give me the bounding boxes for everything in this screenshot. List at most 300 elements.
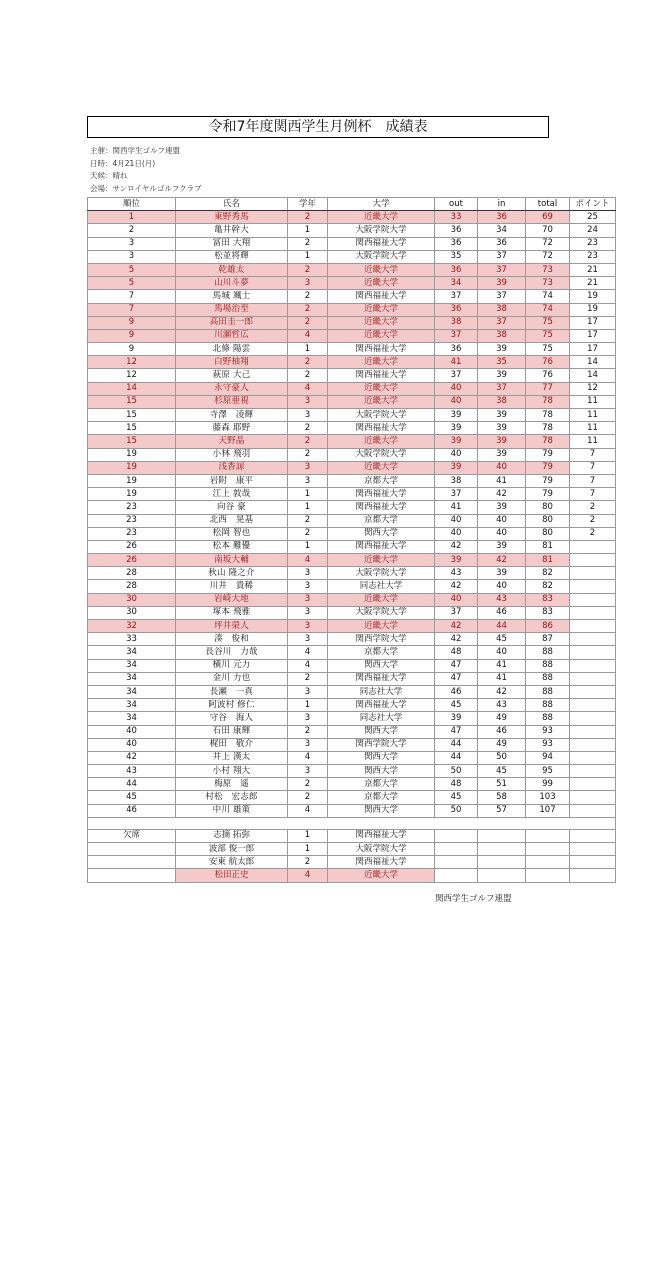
rank-cell: 19 xyxy=(88,448,176,461)
in-score-cell: 36 xyxy=(478,211,526,224)
name-cell: 阿波村 修仁 xyxy=(176,699,288,712)
university-cell: 関西大学 xyxy=(328,725,435,738)
total-score-cell: 81 xyxy=(526,540,570,553)
date-line: 日時：4月21日(月) xyxy=(90,158,156,168)
total-score-cell: 80 xyxy=(526,514,570,527)
total-score-cell: 69 xyxy=(526,211,570,224)
name-cell: 小林 飛羽 xyxy=(176,448,288,461)
total-score-cell: 79 xyxy=(526,474,570,487)
in-score-cell: 37 xyxy=(478,263,526,276)
empty-cell xyxy=(526,856,570,869)
result-row xyxy=(88,461,616,474)
in-score-cell: 38 xyxy=(478,303,526,316)
grade-cell: 3 xyxy=(288,606,328,619)
in-score-cell: 39 xyxy=(478,567,526,580)
grade-cell: 2 xyxy=(288,316,328,329)
in-score-cell: 39 xyxy=(478,422,526,435)
out-score-cell: 36 xyxy=(435,303,478,316)
grade-cell: 3 xyxy=(288,593,328,606)
total-score-cell: 83 xyxy=(526,593,570,606)
out-score-cell: 39 xyxy=(435,409,478,422)
in-score-cell: 57 xyxy=(478,804,526,817)
university-cell: 関西福祉大学 xyxy=(328,501,435,514)
result-row xyxy=(88,263,616,276)
empty-cell xyxy=(570,829,616,842)
rank-cell: 12 xyxy=(88,356,176,369)
points-cell: 17 xyxy=(570,316,616,329)
rank-cell: 34 xyxy=(88,646,176,659)
in-score-cell: 46 xyxy=(478,725,526,738)
name-cell: 乾雄太 xyxy=(176,263,288,276)
points-cell: 11 xyxy=(570,409,616,422)
name-cell: 村松 宏志郎 xyxy=(176,791,288,804)
out-score-cell: 45 xyxy=(435,699,478,712)
rank-cell: 9 xyxy=(88,316,176,329)
out-score-cell: 36 xyxy=(435,237,478,250)
grade-cell: 1 xyxy=(288,501,328,514)
points-cell: 14 xyxy=(570,356,616,369)
rank-cell: 5 xyxy=(88,263,176,276)
name-cell: 井上 漢太 xyxy=(176,751,288,764)
rank-cell: 19 xyxy=(88,461,176,474)
in-score-cell: 49 xyxy=(478,712,526,725)
name-cell: 横川 元力 xyxy=(176,659,288,672)
out-score-cell: 37 xyxy=(435,369,478,382)
grade-cell: 1 xyxy=(288,343,328,356)
rank-cell: 15 xyxy=(88,409,176,422)
out-score-cell: 43 xyxy=(435,567,478,580)
university-cell: 京都大学 xyxy=(328,791,435,804)
points-cell: 24 xyxy=(570,224,616,237)
total-score-cell: 76 xyxy=(526,356,570,369)
rank-cell: 15 xyxy=(88,435,176,448)
university-cell: 関西学院大学 xyxy=(328,738,435,751)
total-score-cell: 79 xyxy=(526,448,570,461)
absent-name-cell: 波部 俊一郎 xyxy=(176,843,288,856)
grade-cell: 2 xyxy=(288,435,328,448)
absent-grade-cell: 2 xyxy=(288,856,328,869)
empty-cell xyxy=(478,829,526,842)
points-cell xyxy=(570,567,616,580)
university-cell: 関西福祉大学 xyxy=(328,422,435,435)
university-cell: 近畿大学 xyxy=(328,593,435,606)
out-score-cell: 34 xyxy=(435,277,478,290)
rank-cell: 34 xyxy=(88,659,176,672)
name-cell: 中川 雄策 xyxy=(176,804,288,817)
university-cell: 近畿大学 xyxy=(328,382,435,395)
in-score-cell: 39 xyxy=(478,435,526,448)
grade-cell: 4 xyxy=(288,329,328,342)
result-row xyxy=(88,501,616,514)
university-cell: 近畿大学 xyxy=(328,303,435,316)
in-score-cell: 43 xyxy=(478,699,526,712)
out-score-cell: 42 xyxy=(435,540,478,553)
rank-cell: 44 xyxy=(88,778,176,791)
result-row xyxy=(88,580,616,593)
rank-cell: 26 xyxy=(88,540,176,553)
name-cell: 小村 翔大 xyxy=(176,765,288,778)
grade-cell: 4 xyxy=(288,382,328,395)
results-body xyxy=(88,211,616,882)
grade-cell: 2 xyxy=(288,448,328,461)
points-cell: 17 xyxy=(570,329,616,342)
name-cell: 岩崎大地 xyxy=(176,593,288,606)
university-cell: 近畿大学 xyxy=(328,435,435,448)
footer-organization: 関西学生ゴルフ連盟 xyxy=(435,894,512,904)
result-row xyxy=(88,395,616,408)
result-row xyxy=(88,685,616,698)
total-score-cell: 107 xyxy=(526,804,570,817)
result-row xyxy=(88,804,616,817)
out-score-cell: 36 xyxy=(435,224,478,237)
name-cell: 白野柚翔 xyxy=(176,356,288,369)
university-cell: 関西福祉大学 xyxy=(328,488,435,501)
name-cell: 冨田 大翔 xyxy=(176,237,288,250)
total-score-cell: 72 xyxy=(526,237,570,250)
in-score-cell: 39 xyxy=(478,501,526,514)
result-row xyxy=(88,382,616,395)
grade-cell: 3 xyxy=(288,277,328,290)
organizer-line: 主催：関西学生ゴルフ連盟 xyxy=(90,146,180,155)
university-cell: 関西福祉大学 xyxy=(328,290,435,303)
total-score-cell: 88 xyxy=(526,646,570,659)
in-score-cell: 43 xyxy=(478,593,526,606)
total-score-cell: 75 xyxy=(526,316,570,329)
points-cell xyxy=(570,778,616,791)
result-row xyxy=(88,435,616,448)
total-score-cell: 78 xyxy=(526,395,570,408)
grade-cell: 2 xyxy=(288,303,328,316)
in-score-cell: 37 xyxy=(478,382,526,395)
result-row xyxy=(88,659,616,672)
rank-cell: 40 xyxy=(88,738,176,751)
total-score-cell: 81 xyxy=(526,554,570,567)
grade-cell: 2 xyxy=(288,237,328,250)
out-score-cell: 39 xyxy=(435,554,478,567)
university-cell: 同志社大学 xyxy=(328,580,435,593)
result-row xyxy=(88,343,616,356)
out-score-cell: 36 xyxy=(435,263,478,276)
points-cell xyxy=(570,699,616,712)
total-score-cell: 73 xyxy=(526,263,570,276)
rank-cell: 34 xyxy=(88,685,176,698)
spacer-cell xyxy=(88,817,176,829)
points-cell xyxy=(570,804,616,817)
grade-cell: 2 xyxy=(288,211,328,224)
total-score-cell: 74 xyxy=(526,290,570,303)
rank-cell: 5 xyxy=(88,277,176,290)
result-row xyxy=(88,633,616,646)
points-cell: 19 xyxy=(570,303,616,316)
result-row xyxy=(88,316,616,329)
grade-cell: 3 xyxy=(288,567,328,580)
total-score-cell: 75 xyxy=(526,329,570,342)
absent-name-cell: 志摘 拓弥 xyxy=(176,829,288,842)
in-score-cell: 37 xyxy=(478,290,526,303)
name-cell: 杉原亜視 xyxy=(176,395,288,408)
absent-row xyxy=(88,856,616,869)
result-row xyxy=(88,699,616,712)
rank-cell: 1 xyxy=(88,211,176,224)
absent-grade-cell: 4 xyxy=(288,869,328,882)
university-cell: 関西大学 xyxy=(328,765,435,778)
rank-cell: 32 xyxy=(88,620,176,633)
points-cell: 12 xyxy=(570,382,616,395)
name-cell: 梅原 遥 xyxy=(176,778,288,791)
name-cell: 山川斗夢 xyxy=(176,277,288,290)
in-score-cell: 40 xyxy=(478,646,526,659)
total-score-cell: 88 xyxy=(526,659,570,672)
result-row xyxy=(88,738,616,751)
absent-label-cell: 欠席 xyxy=(88,829,176,842)
absent-university-cell: 大阪学院大学 xyxy=(328,843,435,856)
name-cell: 江上 敦哉 xyxy=(176,488,288,501)
total-score-cell: 80 xyxy=(526,501,570,514)
name-cell: 寺澤 凌輝 xyxy=(176,409,288,422)
university-cell: 近畿大学 xyxy=(328,211,435,224)
empty-cell xyxy=(88,843,176,856)
university-cell: 近畿大学 xyxy=(328,554,435,567)
points-cell: 21 xyxy=(570,263,616,276)
in-score-cell: 42 xyxy=(478,554,526,567)
grade-cell: 3 xyxy=(288,765,328,778)
total-score-cell: 88 xyxy=(526,699,570,712)
in-score-cell: 42 xyxy=(478,488,526,501)
out-score-cell: 35 xyxy=(435,250,478,263)
in-score-cell: 44 xyxy=(478,620,526,633)
out-score-cell: 42 xyxy=(435,580,478,593)
out-score-cell: 40 xyxy=(435,395,478,408)
rank-cell: 46 xyxy=(88,804,176,817)
header-university: 大学 xyxy=(328,198,435,211)
grade-cell: 4 xyxy=(288,804,328,817)
out-score-cell: 37 xyxy=(435,329,478,342)
in-score-cell: 42 xyxy=(478,685,526,698)
grade-cell: 1 xyxy=(288,250,328,263)
in-score-cell: 34 xyxy=(478,224,526,237)
total-score-cell: 78 xyxy=(526,435,570,448)
grade-cell: 3 xyxy=(288,620,328,633)
rank-cell: 23 xyxy=(88,527,176,540)
university-cell: 関西大学 xyxy=(328,659,435,672)
points-cell: 7 xyxy=(570,488,616,501)
university-cell: 近畿大学 xyxy=(328,356,435,369)
in-score-cell: 40 xyxy=(478,461,526,474)
result-row xyxy=(88,646,616,659)
result-row xyxy=(88,620,616,633)
spacer-row xyxy=(88,817,616,829)
name-cell: 藤森 耶野 xyxy=(176,422,288,435)
out-score-cell: 48 xyxy=(435,646,478,659)
out-score-cell: 38 xyxy=(435,316,478,329)
points-cell xyxy=(570,738,616,751)
grade-cell: 3 xyxy=(288,738,328,751)
venue-line: 会場：サンロイヤルゴルフクラブ xyxy=(90,183,202,193)
points-cell: 17 xyxy=(570,343,616,356)
points-cell: 11 xyxy=(570,395,616,408)
in-score-cell: 35 xyxy=(478,356,526,369)
result-row xyxy=(88,554,616,567)
rank-cell: 7 xyxy=(88,290,176,303)
points-cell: 11 xyxy=(570,422,616,435)
total-score-cell: 95 xyxy=(526,765,570,778)
grade-cell: 1 xyxy=(288,699,328,712)
out-score-cell: 38 xyxy=(435,474,478,487)
points-cell xyxy=(570,540,616,553)
university-cell: 大阪学院大学 xyxy=(328,224,435,237)
in-score-cell: 51 xyxy=(478,778,526,791)
university-cell: 近畿大学 xyxy=(328,461,435,474)
in-score-cell: 50 xyxy=(478,751,526,764)
points-cell xyxy=(570,791,616,804)
result-row xyxy=(88,329,616,342)
total-score-cell: 82 xyxy=(526,580,570,593)
grade-cell: 4 xyxy=(288,751,328,764)
spacer-cell xyxy=(526,817,570,829)
out-score-cell: 47 xyxy=(435,672,478,685)
points-cell: 23 xyxy=(570,250,616,263)
rank-cell: 30 xyxy=(88,606,176,619)
in-score-cell: 45 xyxy=(478,633,526,646)
grade-cell: 4 xyxy=(288,646,328,659)
out-score-cell: 46 xyxy=(435,685,478,698)
in-score-cell: 58 xyxy=(478,791,526,804)
total-score-cell: 83 xyxy=(526,606,570,619)
points-cell: 7 xyxy=(570,461,616,474)
points-cell: 11 xyxy=(570,435,616,448)
spacer-cell xyxy=(328,817,435,829)
in-score-cell: 39 xyxy=(478,540,526,553)
name-cell: 天野晶 xyxy=(176,435,288,448)
in-score-cell: 49 xyxy=(478,738,526,751)
rank-cell: 23 xyxy=(88,501,176,514)
points-cell: 25 xyxy=(570,211,616,224)
result-row xyxy=(88,765,616,778)
out-score-cell: 37 xyxy=(435,488,478,501)
grade-cell: 2 xyxy=(288,527,328,540)
result-row xyxy=(88,606,616,619)
university-cell: 同志社大学 xyxy=(328,712,435,725)
empty-cell xyxy=(478,843,526,856)
name-cell: 向谷 豪 xyxy=(176,501,288,514)
result-row xyxy=(88,672,616,685)
university-cell: 関西福祉大学 xyxy=(328,540,435,553)
page-title: 令和7年度関西学生月例杯 成績表 xyxy=(87,116,549,138)
in-score-cell: 39 xyxy=(478,369,526,382)
grade-cell: 3 xyxy=(288,395,328,408)
result-row xyxy=(88,514,616,527)
result-row xyxy=(88,277,616,290)
empty-cell xyxy=(478,856,526,869)
in-score-cell: 40 xyxy=(478,527,526,540)
grade-cell: 3 xyxy=(288,474,328,487)
result-row xyxy=(88,751,616,764)
out-score-cell: 39 xyxy=(435,461,478,474)
result-row xyxy=(88,474,616,487)
header-grade: 学年 xyxy=(288,198,328,211)
empty-cell xyxy=(88,856,176,869)
absent-university-cell: 関西福祉大学 xyxy=(328,856,435,869)
result-row xyxy=(88,488,616,501)
out-score-cell: 37 xyxy=(435,606,478,619)
rank-cell: 3 xyxy=(88,237,176,250)
university-cell: 京都大学 xyxy=(328,778,435,791)
in-score-cell: 45 xyxy=(478,765,526,778)
result-row xyxy=(88,778,616,791)
university-cell: 近畿大学 xyxy=(328,395,435,408)
university-cell: 京都大学 xyxy=(328,514,435,527)
empty-cell xyxy=(526,829,570,842)
rank-cell: 40 xyxy=(88,725,176,738)
out-score-cell: 45 xyxy=(435,791,478,804)
points-cell xyxy=(570,672,616,685)
result-row xyxy=(88,527,616,540)
university-cell: 関西大学 xyxy=(328,527,435,540)
name-cell: 亀井幹大 xyxy=(176,224,288,237)
result-row xyxy=(88,567,616,580)
points-cell xyxy=(570,554,616,567)
university-cell: 大阪学院大学 xyxy=(328,567,435,580)
name-cell: 北西 晃基 xyxy=(176,514,288,527)
in-score-cell: 37 xyxy=(478,316,526,329)
points-cell xyxy=(570,659,616,672)
empty-cell xyxy=(478,869,526,882)
result-row xyxy=(88,540,616,553)
points-cell xyxy=(570,646,616,659)
grade-cell: 4 xyxy=(288,659,328,672)
header-in: in xyxy=(478,198,526,211)
absent-row xyxy=(88,829,616,842)
out-score-cell: 40 xyxy=(435,448,478,461)
in-score-cell: 39 xyxy=(478,343,526,356)
header-row xyxy=(88,198,616,211)
name-cell: 松並将輝 xyxy=(176,250,288,263)
out-score-cell: 44 xyxy=(435,738,478,751)
result-row xyxy=(88,448,616,461)
name-cell: 萩原 大己 xyxy=(176,369,288,382)
name-cell: 高田圭一郎 xyxy=(176,316,288,329)
total-score-cell: 88 xyxy=(526,672,570,685)
points-cell: 2 xyxy=(570,514,616,527)
grade-cell: 2 xyxy=(288,672,328,685)
out-score-cell: 37 xyxy=(435,290,478,303)
result-row xyxy=(88,356,616,369)
total-score-cell: 76 xyxy=(526,369,570,382)
points-cell: 2 xyxy=(570,527,616,540)
in-score-cell: 38 xyxy=(478,329,526,342)
rank-cell: 23 xyxy=(88,514,176,527)
out-score-cell: 50 xyxy=(435,765,478,778)
points-cell xyxy=(570,685,616,698)
total-score-cell: 88 xyxy=(526,685,570,698)
university-cell: 関西大学 xyxy=(328,751,435,764)
rank-cell: 19 xyxy=(88,474,176,487)
in-score-cell: 39 xyxy=(478,409,526,422)
out-score-cell: 40 xyxy=(435,593,478,606)
header-points: ポイント xyxy=(570,198,616,211)
total-score-cell: 77 xyxy=(526,382,570,395)
name-cell: 坪井榮人 xyxy=(176,620,288,633)
in-score-cell: 41 xyxy=(478,659,526,672)
result-row xyxy=(88,409,616,422)
points-cell: 7 xyxy=(570,474,616,487)
points-cell: 14 xyxy=(570,369,616,382)
result-row xyxy=(88,211,616,224)
absent-university-cell: 関西福祉大学 xyxy=(328,829,435,842)
university-cell: 京都大学 xyxy=(328,646,435,659)
rank-cell: 26 xyxy=(88,554,176,567)
absent-row xyxy=(88,869,616,882)
